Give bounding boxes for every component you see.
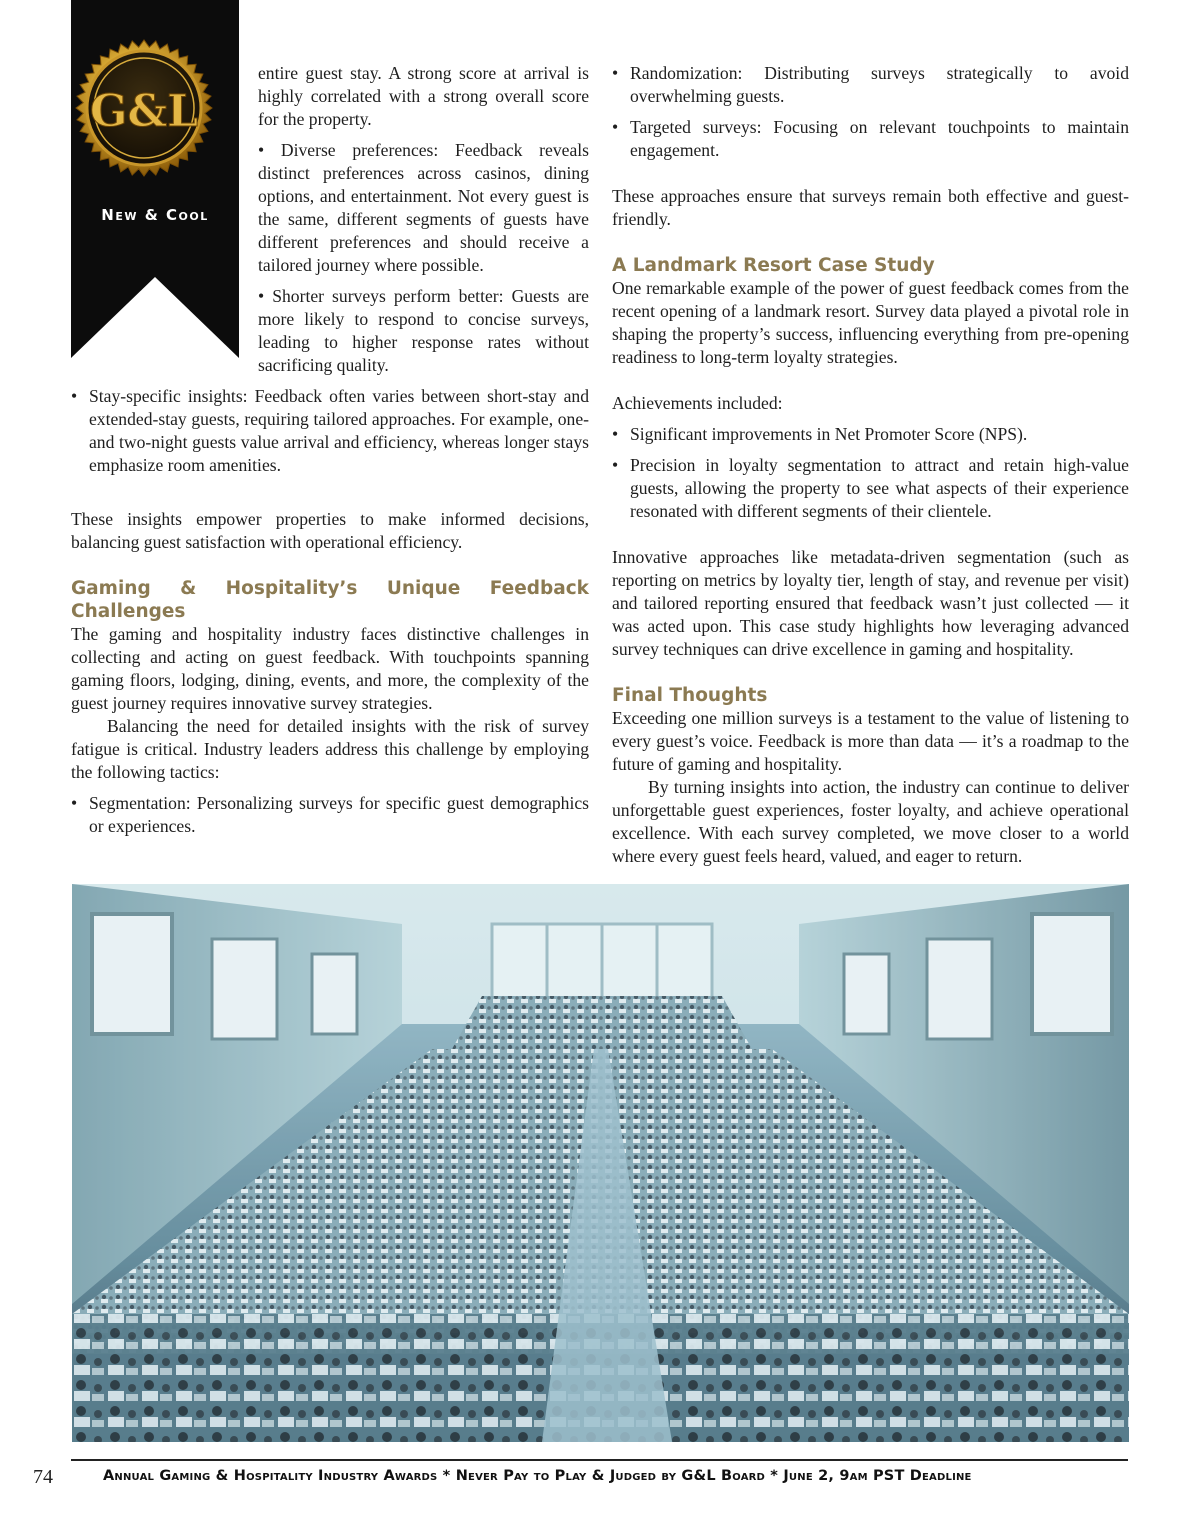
bullet-stay-specific: • Stay-specific insights: Feedback often varies between short-stay and extended-stay guests, requiring tailored approaches. For example, one- and two-night guests value arrival and efficiency, whereas longer stays emphasize room amenities. xyxy=(71,385,589,477)
paragraph-arrival: entire guest stay. A strong score at arrival is highly correlated with a strong overall score for the property. xyxy=(258,63,589,129)
bullet-diverse-preferences: • Diverse preferences: Feedback reveals distinct preferences across casinos, dining options, and entertainment. Not every guest is the same, different segments of guests have different preferences and should receive a tailored journey where possible. xyxy=(258,140,589,275)
heading-final-thoughts: Final Thoughts xyxy=(612,685,768,706)
paragraph-final-2: By turning insights into action, the industry can continue to deliver unforgettable guest experiences, foster loyalty, and achieve operational excellence. With each survey completed, we move closer to a world where every guest feels heard, valued, and eager to return. xyxy=(612,777,1129,866)
paragraph-achievements: Achievements included: xyxy=(612,393,783,413)
bullet-loyalty-segmentation: • Precision in loyalty segmentation to attract and retain high-value guests, allowing the property to see what aspects of their experience resonated with different segments of their clientele. xyxy=(612,454,1129,523)
paragraph-innovative: Innovative approaches like metadata-driven segmentation (such as reporting on metrics by loyalty tier, length of stay, and revenue per visit) and tailored reporting ensured that feedback wasn’t just collected — it was acted upon. This case study highlights how leveraging advanced survey techniques can drive excellence in gaming and hospitality. xyxy=(612,547,1129,659)
ribbon-graphic xyxy=(71,0,239,358)
bullet-nps: • Significant improvements in Net Promoter Score (NPS). xyxy=(612,423,1129,446)
page-number: 74 xyxy=(33,1466,53,1488)
paragraph-challenges: The gaming and hospitality industry faces distinctive challenges in collecting and acting on guest feedback. With touchpoints spanning gaming floors, lodging, dining, events, and more, the complexity of the guest journey requires innovative survey strategies. xyxy=(71,624,589,713)
bullet-targeted-surveys: • Targeted surveys: Focusing on relevant touchpoints to maintain engagement. xyxy=(612,116,1129,162)
survey-hall-illustration xyxy=(72,884,1129,1442)
heading-case-study: A Landmark Resort Case Study xyxy=(612,255,935,276)
heading-unique-challenges-line1: Gaming & Hospitality’s Unique Feedback xyxy=(71,578,589,599)
footer-banner: Annual Gaming & Hospitality Industry Awards * Never Pay to Play & Judged by G&L Board * June 2, 9am PST Deadline xyxy=(103,1468,972,1484)
paragraph-case-study: One remarkable example of the power of guest feedback comes from the recent opening of a landmark resort. Survey data played a pivotal role in shaping the property’s success, influencing everything from pre-opening readiness to long-term loyalty strategies. xyxy=(612,278,1129,367)
bullet-segmentation: • Segmentation: Personalizing surveys for specific guest demographics or experiences. xyxy=(71,792,589,838)
heading-unique-challenges-line2: Challenges xyxy=(71,601,186,622)
column-right xyxy=(612,62,1129,868)
paragraph-final-1: Exceeding one million surveys is a testament to the value of listening to every guest’s voice. Feedback is more than data — it’s a roadmap to the future of gaming and hospitality. xyxy=(612,708,1129,774)
logo-text: G&L xyxy=(89,86,199,137)
survey-hall-photo xyxy=(72,884,1129,1442)
column-upper-left xyxy=(258,62,589,385)
badge-label: New & Cool xyxy=(101,206,209,224)
paragraph-balancing: Balancing the need for detailed insights with the risk of survey fatigue is critical. Industry leaders address this challenge by employing the following tactics: xyxy=(71,716,589,782)
paragraph-insights: These insights empower properties to make informed decisions, balancing guest satisfaction with operational efficiency. xyxy=(71,509,589,552)
bullet-shorter-surveys: • Shorter surveys perform better: Guests are more likely to respond to concise surveys, leading to higher response rates without sacrificing quality. xyxy=(258,286,589,375)
footer-rule xyxy=(71,1459,1128,1461)
bullet-randomization: • Randomization: Distributing surveys strategically to avoid overwhelming guests. xyxy=(612,62,1129,108)
paragraph-approaches: These approaches ensure that surveys remain both effective and guest-friendly. xyxy=(612,186,1129,229)
new-and-cool-ribbon xyxy=(71,0,239,358)
column-left xyxy=(71,385,589,846)
